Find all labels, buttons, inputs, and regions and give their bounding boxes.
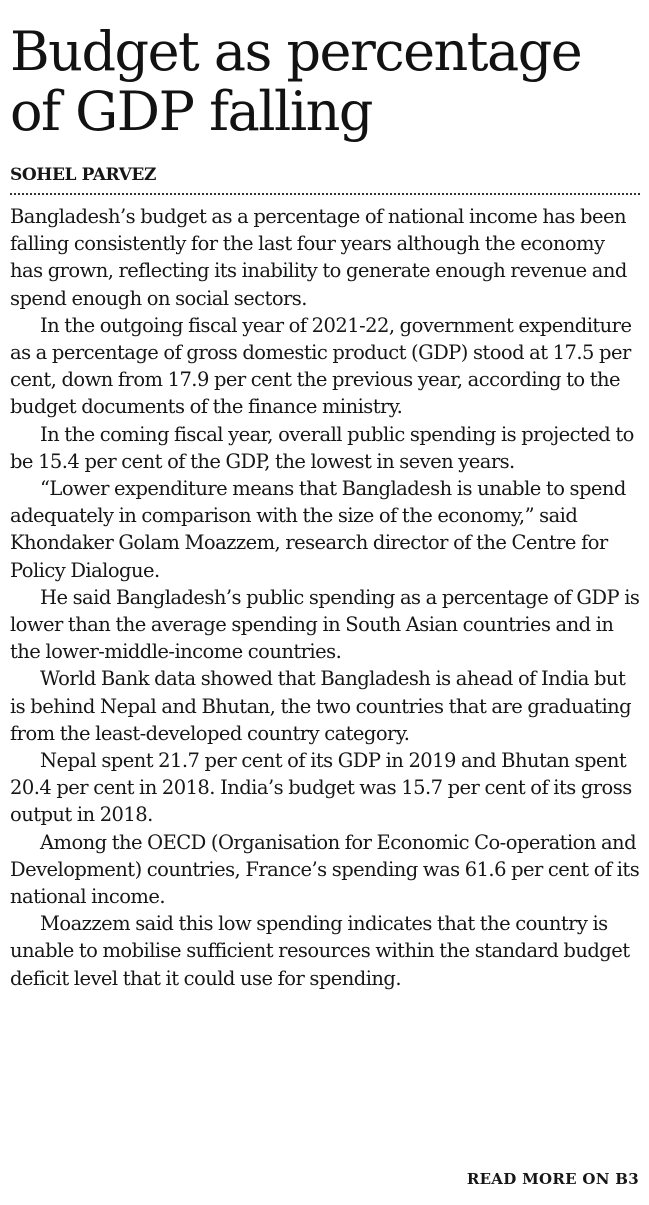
- paragraph: Moazzem said this low spending indicates that the country is unable to mobilise sufficient resources within the standard budget deficit level that it could use for spending.: [10, 912, 630, 990]
- paragraph: Bangladesh’s budget as a percentage of national income has been falling consistently for the last four years although the economy has grown, reflecting its inability to generate enough revenue and spend enough on social sectors.: [10, 205, 627, 310]
- article-body: [10, 203, 640, 992]
- paragraph: He said Bangladesh’s public spending as a percentage of GDP is lower than the average spending in South Asian countries and in the lower-middle-income countries.: [10, 585, 640, 664]
- paragraph: World Bank data showed that Bangladesh is ahead of India but is behind Nepal and Bhutan, the two countries that are graduating from the least-developed country category.: [10, 667, 632, 745]
- headline: [10, 0, 640, 142]
- byline: SOHEL PARVEZ: [10, 165, 156, 185]
- paragraph: In the outgoing fiscal year of 2021-22, government expenditure as a percentage of gross domestic product (GDP) stood at 17.5 per cent, down from 17.9 per cent the previous year, according to the budget documents of the finance ministry.: [10, 313, 632, 419]
- headline-line-2: of GDP falling: [10, 80, 372, 143]
- article: [10, 0, 640, 992]
- read-more-link[interactable]: READ MORE ON B3: [466, 1170, 639, 1188]
- headline-line-1: Budget as percentage: [10, 20, 582, 83]
- dotted-divider: [10, 193, 640, 195]
- paragraph: Nepal spent 21.7 per cent of its GDP in 2019 and Bhutan spent 20.4 per cent in 2018. India’s budget was 15.7 per cent of its gross output in 2018.: [10, 749, 632, 827]
- paragraph: “Lower expenditure means that Bangladesh is unable to spend adequately in comparison with the size of the economy,” said Khondaker Golam Moazzem, research director of the Centre for Policy Dialogue.: [10, 477, 626, 582]
- paragraph: Among the OECD (Organisation for Economic Co-operation and Development) countries, France’s spending was 61.6 per cent of its national income.: [10, 830, 640, 909]
- paragraph: In the coming fiscal year, overall public spending is projected to be 15.4 per cent of the GDP, the lowest in seven years.: [10, 422, 634, 473]
